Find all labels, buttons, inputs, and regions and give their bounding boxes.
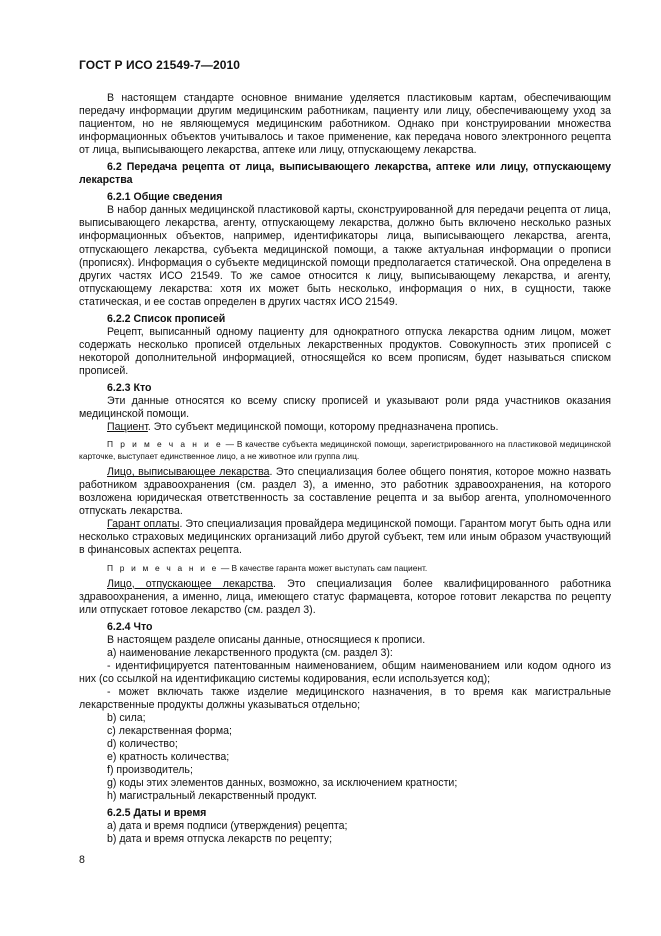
prescriber-text: . Это специализация более общего понятия, которое можно назвать работником здравоохранения (см. раздел 3), а именно, это работник здравоохранения, на которого возложена юридическая ответственность за составление рецепта и за выбор агента, уполномоченного отпускать лекарства. xyxy=(79,466,611,518)
patient-definition xyxy=(79,421,611,434)
note-1-text: — В качестве субъекта медицинской помощи, зарегистрированного на пластиковой медицинской карточке, выступает единственное лицо, а не животное или группа лиц. xyxy=(79,439,611,462)
page-number: 8 xyxy=(79,854,85,866)
list-item: g) коды этих элементов данных, возможно, за исключением кратности; xyxy=(107,777,458,790)
dispenser-text: . Это специализация более квалифицированного работника здравоохранения, а именно, лица, имеющего статус фармацевта, которое готовит лекарства по рецепту или отпускает готовое лекарство (см. раздел 3). xyxy=(79,577,611,616)
section-6-2-4-heading: 6.2.4 Что xyxy=(107,620,153,633)
list-item: h) магистральный лекарственный продукт. xyxy=(107,790,317,803)
section-6-2-3-heading: 6.2.3 Кто xyxy=(107,381,152,394)
list-item: e) кратность количества; xyxy=(107,751,230,764)
list-item: d) количество; xyxy=(107,738,178,751)
intro-paragraph: В настоящем стандарте основное внимание уделяется пластиковым картам, обеспечивающим передачу информации другим медицинским работникам, пациенту или лицу, обеспечивающему уход за пациентом, но не являющемуся медицинским работником. Однако при конструировании множества информационных объектов учитывалось и такое применение, как передача нового электронного рецепта от лица, выписывающего лекарства, аптеке или лицу, отпускающему лекарства. xyxy=(79,92,611,157)
payer-term: Гарант оплаты xyxy=(107,518,180,531)
list-item: b) дата и время отпуска лекарств по рецепту; xyxy=(107,833,333,846)
dispenser-definition xyxy=(79,578,611,617)
section-6-2-2-heading: 6.2.2 Список прописей xyxy=(107,312,226,325)
page-content xyxy=(79,92,611,846)
payer-text: . Это специализация провайдера медицинской помощи. Гарантом могут быть одна или несколько страховых медицинских организаций либо другой субъект, тем или иным образом участвующий в финансовых аспектах рецепта. xyxy=(79,518,611,557)
list-item: f) производитель; xyxy=(107,764,193,777)
list-item: a) дата и время подписи (утверждения) рецепта; xyxy=(107,820,348,833)
section-6-2-4-text: В настоящем разделе описаны данные, относящиеся к прописи. xyxy=(107,633,426,646)
payer-definition xyxy=(79,518,611,557)
note-2-label: П р и м е ч а н и е xyxy=(107,562,219,573)
list-item: - идентифицируется патентованным наименованием, общим наименованием или кодом одного из них (со ссылкой на идентификацию системы кодирования, если используется код); xyxy=(79,659,611,685)
dispenser-term: Лицо, отпускающее лекарства xyxy=(107,577,274,590)
section-6-2-3-text: Эти данные относятся ко всему списку прописей и указывают роли ряда участников оказания медицинской помощи. xyxy=(79,395,611,421)
note-2-text: — В качестве гаранта может выступать сам пациент. xyxy=(218,562,428,573)
section-6-2-1-text: В набор данных медицинской пластиковой карты, сконструированной для передачи рецепта от лица, выписывающего лекарства, агенту, отпускающему лекарства, должно быть включено несколько разных информационных объектов, например, идентификаторы лица, выписывающего лекарства, агента, отпускающего лекарства, субъекта медицинской помощи, а также актуальная информации о прописи (прописях). Информация о субъекте медицинской помощи предполагается статической. Она определена в других частях ИСО 21549. То же самое относится к лицу, выписывающему лекарства, и агенту, отпускающему лекарства: хотя их может быть несколько, информация о них, в сущности, также статическая, и ее состав определен в других частях ИСО 21549. xyxy=(79,204,611,308)
section-6-2-5-heading: 6.2.5 Даты и время xyxy=(107,807,207,820)
prescriber-definition xyxy=(79,466,611,518)
list-item: - может включать также изделие медицинского назначения, в то время как магистральные лекарственные продукты должны указываться отдельно; xyxy=(79,685,611,711)
list-item: b) сила; xyxy=(107,711,146,724)
section-6-2-1-heading: 6.2.1 Общие сведения xyxy=(107,191,223,204)
section-6-2-2-text: Рецепт, выписанный одному пациенту для однократного отпуска лекарства одним лицом, может содержать несколько прописей отдельных лекарственных продуктов. Совокупность этих прописей с некоторой дополнительной информацией, относящейся ко всем прописям, будет называться списком прописей. xyxy=(79,325,611,377)
patient-text: . Это субъект медицинской помощи, которому предназначена пропись. xyxy=(147,421,499,434)
patient-term: Пациент xyxy=(107,421,148,434)
note-2 xyxy=(79,562,611,574)
prescriber-term: Лицо, выписывающее лекарства xyxy=(107,466,270,479)
section-6-2-heading: 6.2 Передача рецепта от лица, выписывающего лекарства, аптеке или лицу, отпускающему лекарства xyxy=(79,161,611,187)
list-item: a) наименование лекарственного продукта (см. раздел 3): xyxy=(107,646,393,659)
list-item: c) лекарственная форма; xyxy=(107,725,232,738)
document-header: ГОСТ Р ИСО 21549-7—2010 xyxy=(79,58,241,72)
note-1 xyxy=(79,438,611,462)
note-1-label: П р и м е ч а н и е xyxy=(107,439,223,450)
